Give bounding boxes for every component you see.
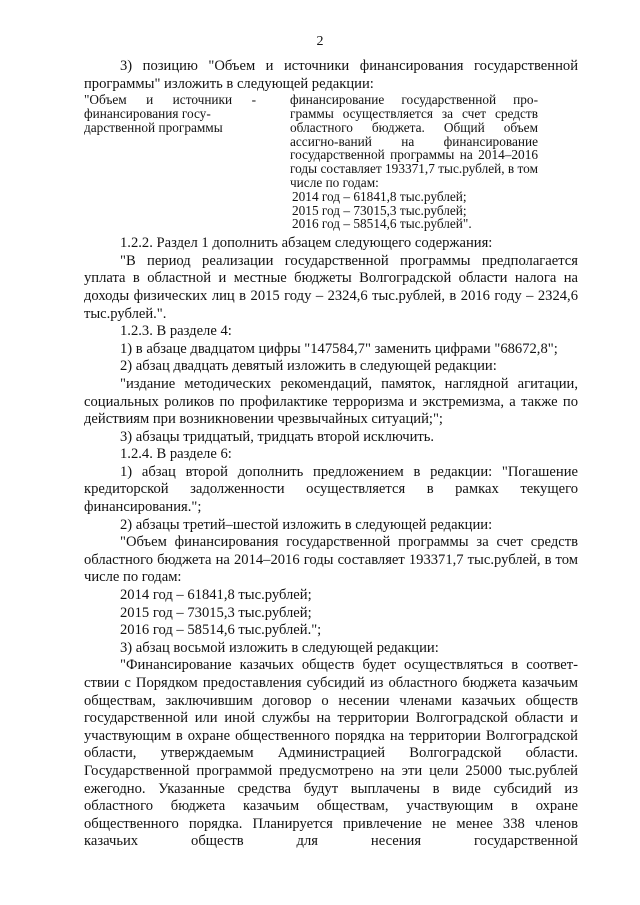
table-right-text: финансирование государственной про-граммы осуществляется за счет средств областного бюджета. Общий объем ассигно-ваний на финансирование государственной программы на 2014–2016 годы составляет 193371,7 тыс.рублей, в том числе по годам: <box>290 92 538 190</box>
table-word: источники <box>172 92 233 108</box>
table-right-cell <box>290 93 538 231</box>
paragraph: "В период реализации государственной программы предполагается уплата в областной и местные бюджеты Волгоградской области налога на доходы физических лиц в 2015 году – 2324,6 тыс.рублей, в 2016 году – 2324,6 тыс.рублей.". <box>84 252 578 322</box>
table-word: "Объем <box>84 92 127 108</box>
document-body <box>84 58 578 851</box>
paragraph: 1.2.4. В разделе 6: <box>120 446 232 463</box>
paragraph: 1.2.2. Раздел 1 дополнить абзацем следующего содержания: <box>120 235 493 252</box>
paragraph: "Объем финансирования государственной программы за счет средств областного бюджета на 2014–2016 годы составляет 193371,7 тыс.рублей, в том числе по годам: <box>84 534 578 586</box>
paragraph: "Финансирование казачьих обществ будет осуществляться в соответ-ствии с Порядком предоставления субсидий из областного бюджета казачьим обществам, заключившим договор о несении членами казачьих обществ государственной или иной службы на территории Волгоградской области и участвующим в охране общественного порядка на территории Волгоградской области, утверждаемым Администрацией Волгоградской области. Государственной программой предусмотрено на эти цели 25000 тыс.рублей ежегодно. Указанные средства будут выплачены в виде субсидий из областного бюджета казачьим обществам, участвующим в охране общественного порядка. Планируется привлечение не менее 338 членов казачьих обществ для несения государственной <box>84 657 578 850</box>
paragraph: 2) абзацы третий–шестой изложить в следующей редакции: <box>120 516 493 533</box>
table-left-line <box>84 93 256 107</box>
paragraph: 1) абзац второй дополнить предложением в редакции: "Погашение кредиторской задолженности осуществляется в рамках текущего финансирования."; <box>84 463 578 516</box>
table-year-line: 2015 год – 73015,3 тыс.рублей; <box>292 202 467 218</box>
table-left-cell <box>84 93 256 231</box>
table-word: - <box>251 92 256 108</box>
table-year-line: 2014 год – 61841,8 тыс.рублей; <box>292 188 467 204</box>
table-word: и <box>146 92 154 108</box>
paragraph: 1) в абзаце двадцатом цифры "147584,7" заменить цифрами "68672,8"; <box>120 340 558 357</box>
paragraph: 2015 год – 73015,3 тыс.рублей; <box>120 604 312 621</box>
paragraph: 3) абзацы тридцатый, тридцать второй исключить. <box>120 428 435 445</box>
paragraph: 3) абзац восьмой изложить в следующей редакции: <box>120 639 439 656</box>
paragraph: 2) абзац двадцать девятый изложить в следующей редакции: <box>120 358 497 375</box>
table-left-line: финансирования госу- <box>84 105 211 121</box>
paragraph: 1.2.3. В разделе 4: <box>120 323 232 340</box>
paragraph: 3) позицию "Объем и источники финансирования государственной программы" изложить в следующей редакции: <box>84 58 578 92</box>
page-number: 2 <box>316 34 324 49</box>
table-left-line: дарственной программы <box>84 119 223 135</box>
paragraph: 2016 год – 58514,6 тыс.рублей."; <box>120 622 322 639</box>
funding-table <box>84 93 578 231</box>
table-year-line: 2016 год – 58514,6 тыс.рублей". <box>292 216 472 232</box>
paragraph: 2014 год – 61841,8 тыс.рублей; <box>120 587 312 604</box>
paragraph: "издание методических рекомендаций, памяток, наглядной агитации, социальных роликов по профилактике терроризма и экстремизма, а также по действиям при возникновении чрезвычайных ситуаций;"; <box>84 375 578 428</box>
